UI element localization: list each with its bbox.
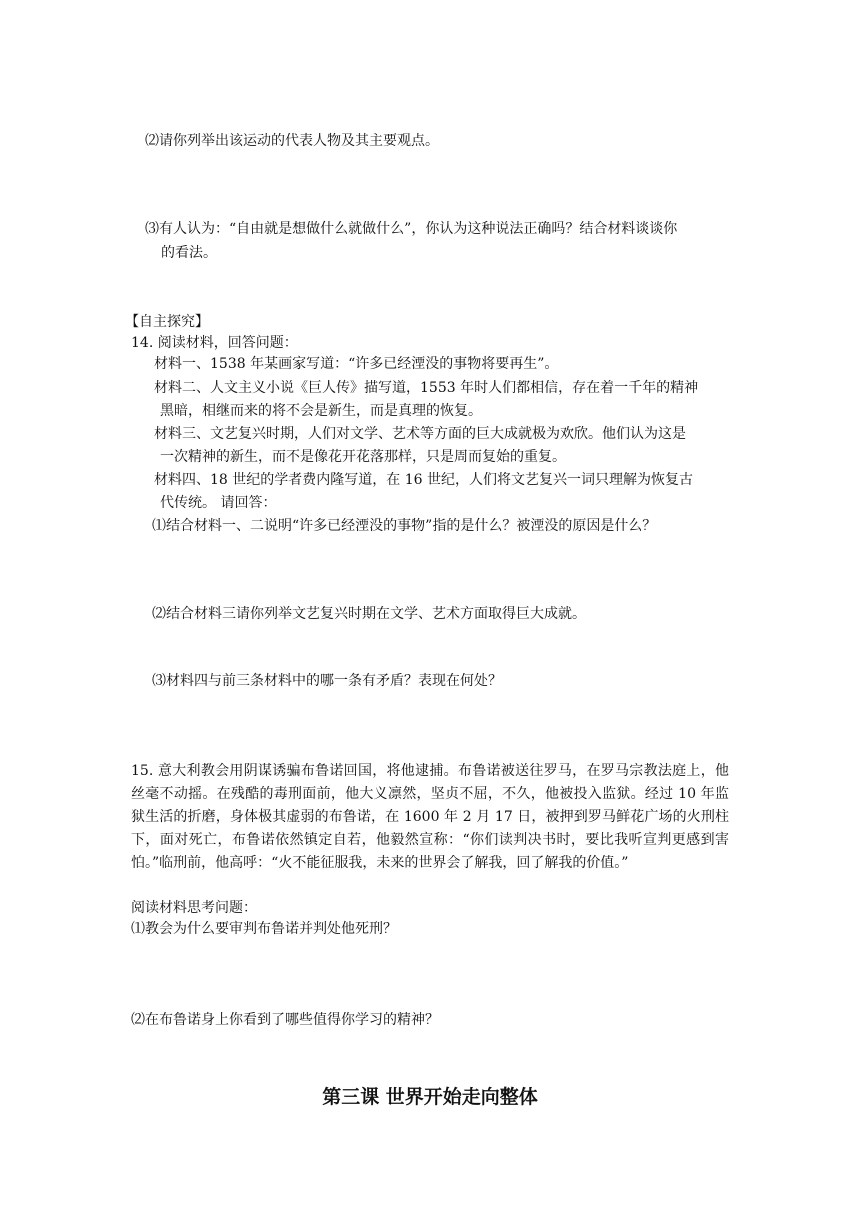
- q14-material-3-line1: 材料三、文艺复兴时期，人们对文学、艺术等方面的巨大成就极为欢欣。他们认为这是: [154, 426, 686, 442]
- q14-intro: 14. 阅读材料，回答问题：: [131, 335, 298, 351]
- q14-material-4-line1: 材料四、18 世纪的学者费内隆写道，在 16 世纪，人们将文艺复兴一词只理解为恢复古: [154, 472, 693, 488]
- q15-prompt: 阅读材料思考问题：: [131, 900, 257, 916]
- q14-material-4-line2: 代传统。 请回答：: [160, 495, 277, 511]
- q15-question-2: ⑵在布鲁诺身上你看到了哪些值得你学习的精神？: [131, 1012, 439, 1028]
- q14-question-3: ⑶材料四与前三条材料中的哪一条有矛盾？表现在何处？: [152, 673, 502, 689]
- question-3-upper-line2: 的看法。: [161, 245, 217, 261]
- q15-passage: 15. 意大利教会用阴谋诱骗布鲁诺回国，将他逮捕。布鲁诺被送往罗马，在罗马宗教法庭上，他丝毫不动摇。在残酷的毒刑面前，他大义凛然，坚贞不屈，不久，他被投入监狱。经过 10 年监狱生活的折磨，身体极其虚弱的布鲁诺，在 1600 年 2 月 17 日，被押到罗马鲜花广场的火刑柱下，面对死亡，布鲁诺依然镇定自若，他毅然宣称：“你们读判决书时，要比我听宣判更感到害怕。”临刑前，他高呼：“火不能征服我，未来的世界会了解我，回了解我的价值。”: [131, 763, 729, 871]
- question-2-upper: ⑵请你列举出该运动的代表人物及其主要观点。: [145, 133, 439, 149]
- q14-material-3-line2: 一次精神的新生，而不是像花开花落那样，只是周而复始的重复。: [160, 449, 566, 465]
- question-3-upper-line1: ⑶有人认为：“自由就是想做什么就做什么”，你认为这种说法正确吗？结合材料谈谈你: [145, 221, 678, 237]
- q15-question-1: ⑴教会为什么要审判布鲁诺并判处他死刑？: [131, 921, 397, 937]
- q14-material-2-line2: 黑暗，相继而来的将不会是新生，而是真理的恢复。: [160, 403, 482, 419]
- lesson-title: 第三课 世界开始走向整体: [322, 1086, 538, 1108]
- q14-material-1: 材料一、1538 年某画家写道：“许多已经湮没的事物将要再生”。: [154, 356, 559, 372]
- q14-question-2: ⑵结合材料三请你列举文艺复兴时期在文学、艺术方面取得巨大成就。: [152, 606, 586, 622]
- section-label: 【自主探究】: [125, 314, 209, 330]
- q14-material-2-line1: 材料二、人文主义小说《巨人传》描写道，1553 年时人们都相信，存在着一千年的精神: [154, 380, 699, 396]
- q14-question-1: ⑴结合材料一、二说明“许多已经湮没的事物”指的是什么？被湮没的原因是什么？: [152, 518, 657, 534]
